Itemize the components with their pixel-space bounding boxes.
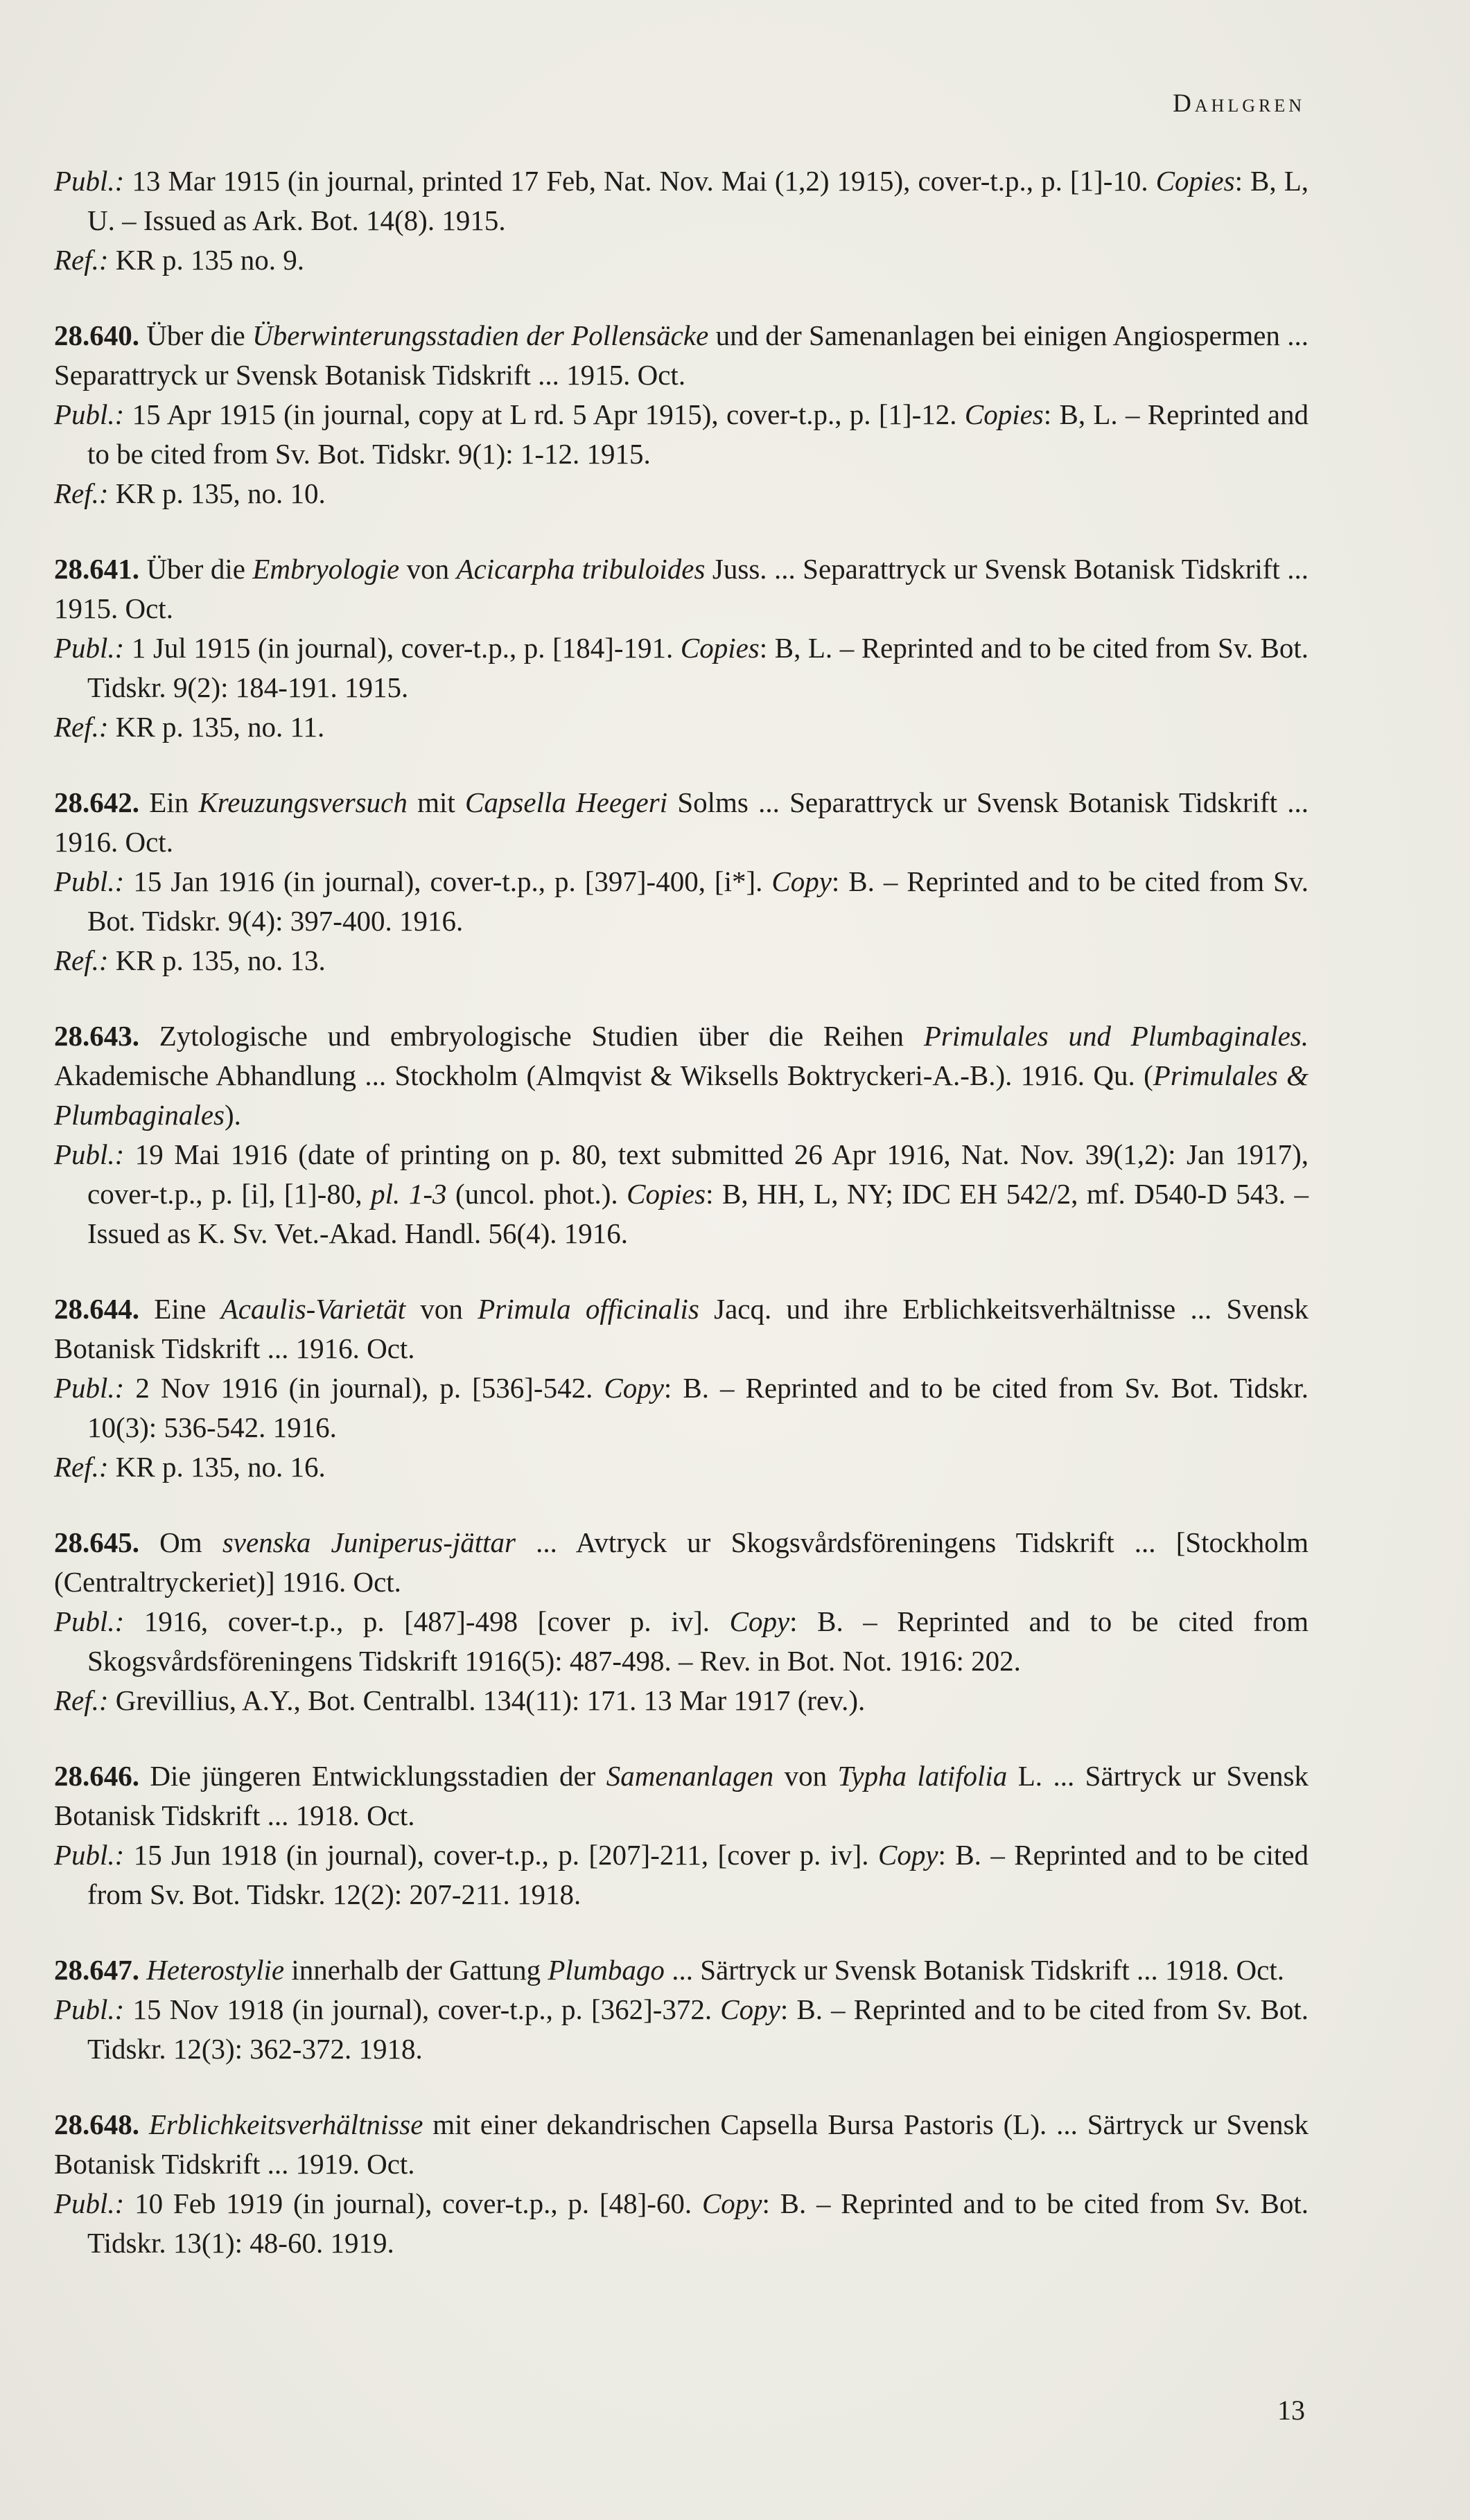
running-head: Dahlgren — [1173, 89, 1305, 118]
entry-28-644 — [54, 1289, 1309, 1487]
entry-number: 28.643. — [54, 1020, 139, 1052]
reference-line: Ref.: KR p. 135, no. 10. — [54, 477, 326, 509]
reference-line: Ref.: KR p. 135, no. 16. — [54, 1451, 326, 1483]
publication-line: Publ.: 15 Jun 1918 (in journal), cover-t.p., p. [207]-211, [cover p. iv]. Copy: B. – Reprinted and to be cited from Sv. Bot. Tidskr. 12(2): 207-211. 1918. — [54, 1839, 1309, 1910]
entry-28-643 — [54, 1016, 1309, 1253]
entry-title: 28.646. Die jüngeren Entwicklungsstadien der Samenanlagen von Typha latifolia L. ... Särtryck ur Svensk Botanisk Tidskrift ... 1918. Oct. — [54, 1760, 1309, 1831]
entry-28-640 — [54, 316, 1309, 513]
entry-title: 28.645. Om svenska Juniperus-jättar ... Avtryck ur Skogsvårdsföreningens Tidskrift ... [Stockholm (Centraltryckeriet)] 1916. Oct. — [54, 1526, 1309, 1598]
reference-line: Ref.: KR p. 135 no. 9. — [54, 244, 305, 276]
entry-number: 28.640. — [54, 319, 139, 351]
reference-line: Ref.: KR p. 135, no. 11. — [54, 711, 325, 743]
entry-28-648 — [54, 2105, 1309, 2263]
publication-line: Publ.: 15 Apr 1915 (in journal, copy at L rd. 5 Apr 1915), cover-t.p., p. [1]-12. Copies: B, L. – Reprinted and to be cited from Sv. Bot. Tidskr. 9(1): 1-12. 1915. — [54, 398, 1309, 470]
entry-28-646 — [54, 1756, 1309, 1914]
entry-title: 28.647. Heterostylie innerhalb der Gattung Plumbago ... Särtryck ur Svensk Botanisk Tidskrift ... 1918. Oct. — [54, 1954, 1284, 1986]
entry-title: 28.644. Eine Acaulis-Varietät von Primula officinalis Jacq. und ihre Erblichkeitsverhältnisse ... Svensk Botanisk Tidskrift ... 1916. Oct. — [54, 1293, 1309, 1364]
entry-number: 28.647. — [54, 1954, 139, 1986]
entry-28-639-continuation — [54, 161, 1309, 280]
entry-number: 28.642. — [54, 786, 139, 818]
entry-title: 28.642. Ein Kreuzungsversuch mit Capsella Heegeri Solms ... Separattryck ur Svensk Botanisk Tidskrift ... 1916. Oct. — [54, 786, 1309, 858]
entry-28-641 — [54, 549, 1309, 747]
publication-line: Publ.: 2 Nov 1916 (in journal), p. [536]-542. Copy: B. – Reprinted and to be cited from Sv. Bot. Tidskr. 10(3): 536-542. 1916. — [54, 1372, 1309, 1443]
entry-title: 28.643. Zytologische und embryologische Studien über die Reihen Primulales und Plumbaginales. Akademische Abhandlung ... Stockholm (Almqvist & Wiksells Boktryckeri-A.-B.). 1916. Qu. (Primulales & Plumbaginales). — [54, 1020, 1309, 1131]
entry-number: 28.646. — [54, 1760, 139, 1792]
page-number: 13 — [1277, 2395, 1305, 2426]
entry-28-645 — [54, 1523, 1309, 1720]
entry-number: 28.645. — [54, 1526, 139, 1558]
publication-line: Publ.: 19 Mai 1916 (date of printing on p. 80, text submitted 26 Apr 1916, Nat. Nov. 39(1,2): Jan 1917), cover-t.p., p. [i], [1]-80, pl. 1-3 (uncol. phot.). Copies: B, HH, L, NY; IDC EH 542/2, mf. D540-D 543. – Issued as K. Sv. Vet.-Akad. Handl. 56(4). 1916. — [54, 1138, 1309, 1249]
reference-line: Ref.: KR p. 135, no. 13. — [54, 944, 326, 976]
entry-title: 28.641. Über die Embryologie von Acicarpha tribuloides Juss. ... Separattryck ur Svensk Botanisk Tidskrift ... 1915. Oct. — [54, 553, 1309, 624]
publication-line: Publ.: 15 Nov 1918 (in journal), cover-t.p., p. [362]-372. Copy: B. – Reprinted and to be cited from Sv. Bot. Tidskr. 12(3): 362-372. 1918. — [54, 1993, 1309, 2065]
bibliography-entries — [54, 161, 1309, 2299]
publication-line: Publ.: 1916, cover-t.p., p. [487]-498 [cover p. iv]. Copy: B. – Reprinted and to be cited from Skogsvårdsföreningens Tidskrift 1916(5): 487-498. – Rev. in Bot. Not. 1916: 202. — [54, 1605, 1309, 1677]
entry-28-647 — [54, 1950, 1309, 2069]
entry-number: 28.641. — [54, 553, 139, 585]
publication-line: Publ.: 10 Feb 1919 (in journal), cover-t.p., p. [48]-60. Copy: B. – Reprinted and to be cited from Sv. Bot. Tidskr. 13(1): 48-60. 1919. — [54, 2187, 1309, 2259]
publication-line: Publ.: 15 Jan 1916 (in journal), cover-t.p., p. [397]-400, [i*]. Copy: B. – Reprinted and to be cited from Sv. Bot. Tidskr. 9(4): 397-400. 1916. — [54, 865, 1309, 937]
entry-title: 28.648. Erblichkeitsverhältnisse mit einer dekandrischen Capsella Bursa Pastoris (L). ... Särtryck ur Svensk Botanisk Tidskrift ... 1919. Oct. — [54, 2108, 1309, 2180]
publication-line: Publ.: 1 Jul 1915 (in journal), cover-t.p., p. [184]-191. Copies: B, L. – Reprinted and to be cited from Sv. Bot. Tidskr. 9(2): 184-191. 1915. — [54, 632, 1309, 703]
entry-28-642 — [54, 783, 1309, 980]
entry-number: 28.644. — [54, 1293, 139, 1325]
reference-line: Ref.: Grevillius, A.Y., Bot. Centralbl. 134(11): 171. 13 Mar 1917 (rev.). — [54, 1684, 866, 1716]
entry-number: 28.648. — [54, 2108, 139, 2140]
entry-title: 28.640. Über die Überwinterungsstadien der Pollensäcke und der Samenanlagen bei einigen Angiospermen ... Separattryck ur Svensk Botanisk Tidskrift ... 1915. Oct. — [54, 319, 1309, 391]
publication-line: Publ.: 13 Mar 1915 (in journal, printed 17 Feb, Nat. Nov. Mai (1,2) 1915), cover-t.p., p. [1]-10. Copies: B, L, U. – Issued as Ark. Bot. 14(8). 1915. — [54, 165, 1309, 236]
